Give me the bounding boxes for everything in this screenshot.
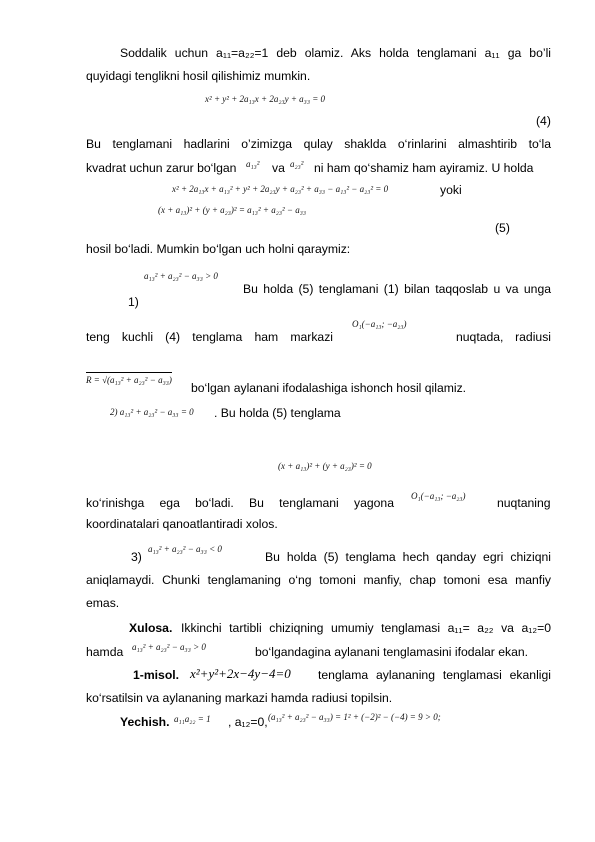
solution-label: Yechish.	[120, 715, 170, 729]
case-2-text-line-2-end: nuqtaning	[497, 496, 551, 510]
paragraph-three-cases: hosil bo‘ladi. Mumkin bo‘lgan uch holni qaraymiz:	[86, 242, 351, 256]
word-yoki: yoki	[440, 183, 462, 197]
case-2-text-line-1: . Bu holda (5) tenglama	[214, 406, 341, 420]
word-va: va	[272, 161, 285, 175]
conclusion-text-line-2-start: hamda	[86, 645, 124, 659]
paragraph-simplification-line-1: Soddalik uchun a₁₁=a₂₂=1 deb olamiz. Aks holda tenglamani a₁₁ ga bo’li	[120, 46, 551, 60]
solution-middle-text: , a₁₂=0,	[228, 715, 268, 729]
term-a13-squared: a₁₃²	[246, 159, 260, 169]
equation-5-number: (5)	[495, 221, 510, 235]
equation-5-formula: (x + a₁₃)² + (y + a₂₃)² = a₁₃² + a₂₃² − a₃₃	[158, 205, 306, 215]
conclusion-text-line-2-end: bo‘lgandagina aylanani tenglamasini ifodalar ekan.	[255, 645, 529, 659]
conclusion-label: Xulosa.	[129, 621, 173, 635]
case-2-text-line-2-start: ko‘rinishga ega bo‘ladi. Bu tenglamani yagona	[86, 496, 394, 510]
case-1-radius-formula: R = √(a₁₃² + a₂₃² − a₃₃)	[86, 372, 172, 386]
case-1-text-line-3: bo‘lgan aylanani ifodalashiga ishonch hosil qilamiz.	[191, 381, 467, 395]
case-1-condition: a₁₃² + a₂₃² − a₃₃ > 0	[144, 271, 218, 281]
paragraph-complete-square-line-2-start: kvadrat uchun zarur bo‘lgan	[86, 161, 237, 175]
case-3-text-line-3: emas.	[86, 596, 120, 610]
case-2-text-line-3: koordinatalari qanoatlantiradi xolos.	[86, 517, 278, 531]
case-2-point: O₁(−a₁₃; −a₂₃)	[411, 491, 466, 501]
example-equation: x²+y²+2x−4y−4=0	[190, 666, 291, 681]
equation-4-formula: x² + y² + 2a₁₃x + 2a₂₃y + a₃₃ = 0	[205, 94, 326, 104]
case-1-text-line-1: Bu holda (5) tenglamani (1) bilan taqqoslab u va unga	[243, 282, 551, 296]
term-a23-squared: a₂₃²	[290, 159, 304, 169]
case-1-text-line-2-end: nuqtada, radiusi	[456, 330, 551, 344]
paragraph-complete-square-line-2-end: ni ham qo‘shamiz ham ayiramiz. U holda	[314, 161, 534, 175]
case-1-number: 1)	[128, 295, 139, 309]
case-3-text-line-2: aniqlamaydi. Chunki tenglamaning o‘ng tomoni manfiy, chap tomoni esa manfiy	[86, 573, 551, 587]
case-3-condition: a₁₃² + a₂₃² − a₃₃ < 0	[148, 544, 222, 554]
case-3-text-line-1: Bu holda (5) tenglama hech qanday egri chiziqni	[265, 550, 551, 564]
paragraph-complete-square-line-1: Bu tenglamani hadlarini o’zimizga qulay shaklda o‘rinlarini almashtirib to‘la	[86, 137, 551, 151]
solution-equation-2: (a₁₃² + a₂₃² − a₃₃) = 1² + (−2)² − (−4) = 9 > 0;	[268, 712, 441, 722]
case-3-number: 3)	[131, 550, 142, 564]
case-2-equation: (x + a₁₃)² + (y + a₂₃)² = 0	[278, 461, 372, 471]
solution-block	[120, 715, 169, 730]
example-label: 1-misol.	[133, 668, 180, 682]
paragraph-simplification-line-2: quyidagi tenglikni hosil qilishimiz mumkin.	[86, 69, 311, 83]
case-1-center-point: O₁(−a₁₃; −a₂₃)	[352, 319, 407, 329]
case-1-text-line-2-start: teng kuchli (4) tenglama ham markazi	[86, 330, 333, 344]
equation-4-number: (4)	[536, 114, 551, 128]
solution-equation-1: a₁₁a₂₂ = 1	[174, 714, 211, 724]
conclusion-block	[129, 621, 172, 636]
example-block	[133, 668, 179, 683]
example-text-line-1: tenglama aylananing tenglamasi ekanligi	[318, 668, 551, 682]
example-text-line-2: ko‘rsatilsin va aylananing markazi hamda radiusi topilsin.	[86, 691, 393, 705]
case-2-condition: 2) a₁₃² + a₂₃² − a₃₃ = 0	[110, 407, 194, 417]
conclusion-text-line-1: Ikkinchi tartibli chiziqning umumiy tenglamasi a₁₁= a₂₂ va a₁₂=0	[181, 621, 551, 635]
conclusion-condition: a₁₃² + a₂₃² − a₃₃ > 0	[132, 642, 206, 652]
equation-expanded-formula: x² + 2a₁₃x + a₁₃² + y² + 2a₂₃y + a₂₃² + a₃₃ − a₁₃² − a₂₃² = 0	[172, 184, 389, 194]
